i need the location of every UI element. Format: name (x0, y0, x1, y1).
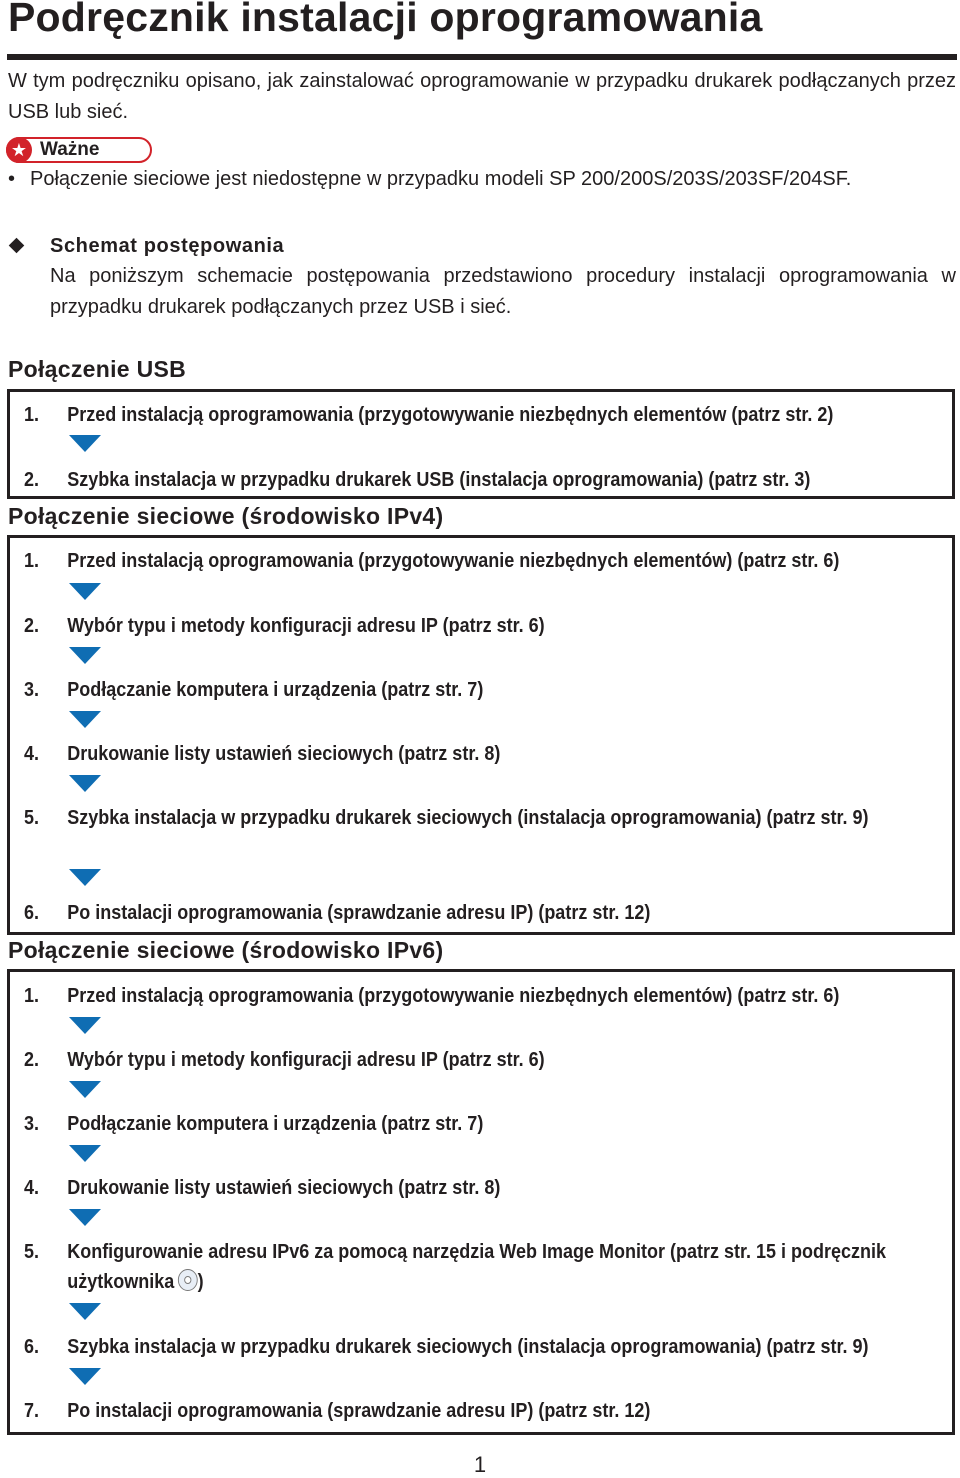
flow-arrow-down-icon (69, 1209, 101, 1226)
ipv4-flow-box (7, 535, 955, 935)
ipv4-step-2: 2. Wybór typu i metody konfiguracji adresu IP (patrz str. 6) (24, 615, 545, 637)
page-title: Podręcznik instalacji oprogramowania (8, 0, 763, 40)
flow-arrow-down-icon (69, 711, 101, 728)
star-icon: ★ (6, 137, 32, 163)
important-note (8, 164, 851, 194)
ipv6-step-7: 7. Po instalacji oprogramowania (sprawdzanie adresu IP) (patrz str. 12) (24, 1400, 651, 1422)
schema-heading: Schemat postępowania (50, 235, 285, 257)
flow-arrow-down-icon (69, 583, 101, 600)
usb-flow-box (7, 389, 955, 499)
flow-arrow-down-icon (69, 1145, 101, 1162)
ipv4-step-1: 1. Przed instalacją oprogramowania (przygotowywanie niezbędnych elementów) (patrz str. 6) (24, 550, 840, 572)
ipv6-step-6: 6. Szybka instalacja w przypadku drukarek sieciowych (instalacja oprogramowania) (patrz str. 9) (24, 1336, 869, 1358)
flow-arrow-down-icon (69, 435, 101, 452)
page-number: 1 (473, 1452, 487, 1477)
ipv4-step-6: 6. Po instalacji oprogramowania (sprawdzanie adresu IP) (patrz str. 12) (24, 902, 651, 924)
ipv4-step-3: 3. Podłączanie komputera i urządzenia (patrz str. 7) (24, 679, 484, 701)
flow-arrow-down-icon (69, 1017, 101, 1034)
cd-rom-icon (178, 1269, 198, 1291)
ipv6-flow-box (7, 969, 955, 1435)
intro-paragraph: W tym podręczniku opisano, jak zainstalować oprogramowanie w przypadku drukarek podłączanych przez USB lub sieć. (8, 70, 956, 123)
usb-section-title: Połączenie USB (8, 356, 187, 382)
important-badge (6, 137, 152, 163)
diamond-bullet-icon (9, 238, 25, 254)
flow-arrow-down-icon (69, 1081, 101, 1098)
ipv6-step-1: 1. Przed instalacją oprogramowania (przygotowywanie niezbędnych elementów) (patrz str. 6) (24, 985, 840, 1007)
ipv6-section-title: Połączenie sieciowe (środowisko IPv6) (8, 937, 444, 963)
ipv4-step-5: 5. Szybka instalacja w przypadku drukarek sieciowych (instalacja oprogramowania) (patrz str. 9) (24, 807, 869, 829)
title-underline (7, 54, 957, 60)
ipv4-step-4: 4. Drukowanie listy ustawień sieciowych (patrz str. 8) (24, 743, 501, 765)
flow-arrow-down-icon (69, 775, 101, 792)
bullet-marker: • (8, 168, 16, 190)
flow-arrow-down-icon (69, 869, 101, 886)
ipv6-step-2: 2. Wybór typu i metody konfiguracji adresu IP (patrz str. 6) (24, 1049, 545, 1071)
important-note-text: Połączenie sieciowe jest niedostępne w przypadku modeli SP 200/200S/203S/203SF/204SF. (30, 168, 852, 190)
usb-step-1: 1. Przed instalacją oprogramowania (przygotowywanie niezbędnych elementów (patrz str. 2) (24, 404, 834, 426)
usb-step-2: 2. Szybka instalacja w przypadku drukarek USB (instalacja oprogramowania) (patrz str. 3) (24, 469, 811, 491)
ipv6-step-4: 4. Drukowanie listy ustawień sieciowych (patrz str. 8) (24, 1177, 501, 1199)
ipv6-step-5: 5. Konfigurowanie adresu IPv6 za pomocą narzędzia Web Image Monitor (patrz str. 15 i podręcznik użytkownika ) (24, 1241, 887, 1293)
ipv4-section-title: Połączenie sieciowe (środowisko IPv4) (8, 503, 444, 529)
flow-arrow-down-icon (69, 647, 101, 664)
flow-arrow-down-icon (69, 1368, 101, 1385)
ipv6-step-3: 3. Podłączanie komputera i urządzenia (patrz str. 7) (24, 1113, 484, 1135)
schema-description: Na poniższym schemacie postępowania przedstawiono procedury instalacji oprogramowania w przypadku drukarek podłączanych przez USB i sieć. (50, 265, 956, 318)
important-label: Ważne (40, 139, 100, 160)
flow-arrow-down-icon (69, 1303, 101, 1320)
